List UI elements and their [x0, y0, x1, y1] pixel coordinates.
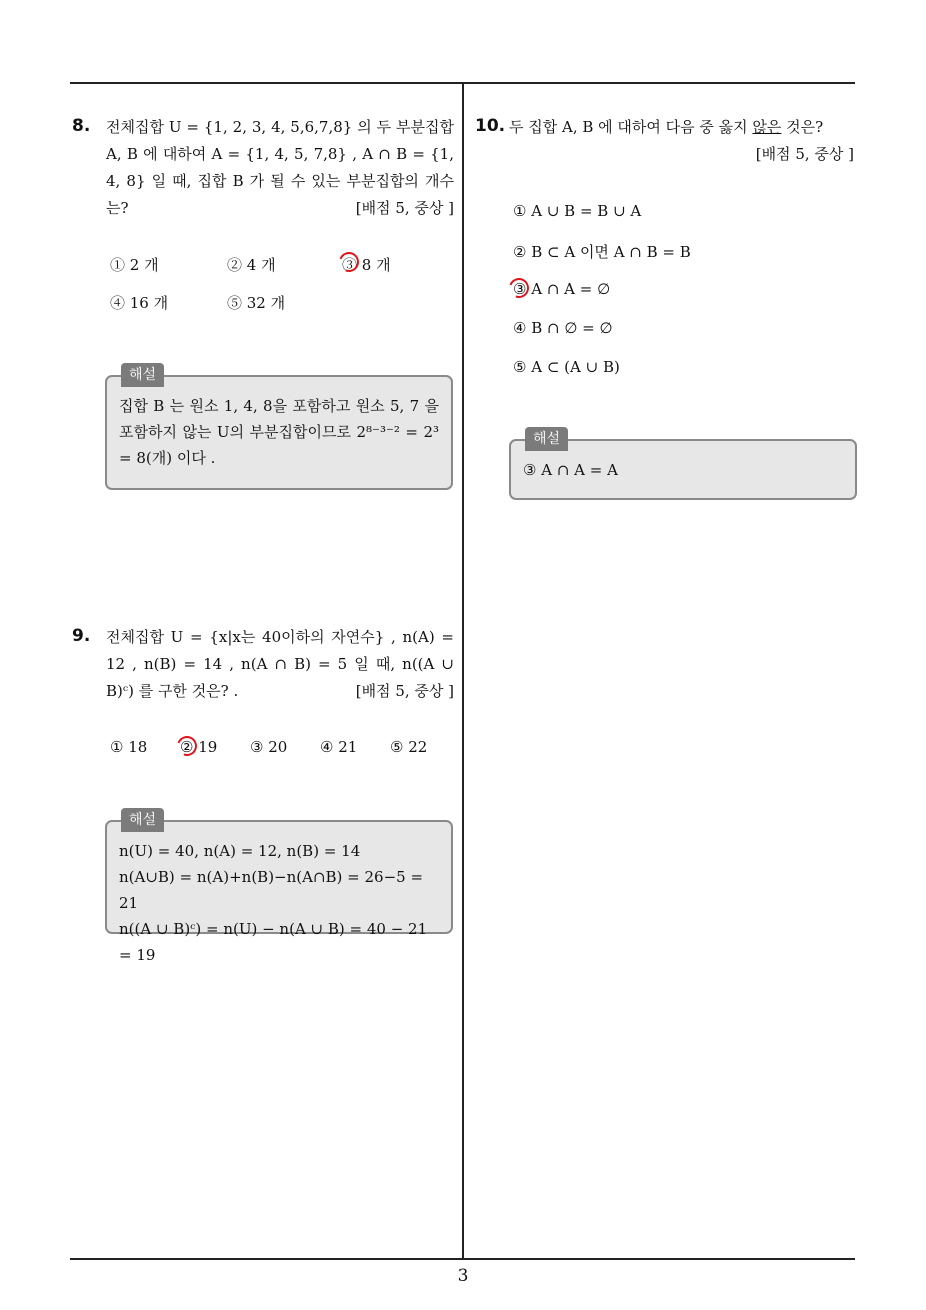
- question-8-text: 전체집합 U = {1, 2, 3, 4, 5,6,7,8} 의 두 부분집합 A, B 에 대하여 A = {1, 4, 5, 7,8} , A ∩ B = {1, 4, 8} 일 때, 집합 B 가 될 수 있는 부분집합의 개수는?: [106, 118, 454, 217]
- q10-text-after: 것은?: [781, 118, 824, 136]
- q8-choice-5[interactable]: ⑤ 32 개: [227, 294, 286, 312]
- question-8-explanation: 집합 B 는 원소 1, 4, 8을 포함하고 원소 5, 7 을 포함하지 않는 U의 부분집합이므로 2⁸⁻³⁻² = 2³ = 8(개) 이다 .: [119, 397, 439, 467]
- q10-text-underlined: 않은: [752, 118, 782, 136]
- q8-choice-3[interactable]: ③ 8 개: [342, 256, 391, 274]
- q9-explanation-line-2: n(A∪B) = n(A)+n(B)−n(A∩B) = 26−5 = 21: [119, 868, 424, 912]
- question-9-number: 9.: [72, 626, 91, 646]
- q8-choice-4[interactable]: ④ 16 개: [110, 294, 169, 312]
- question-10-points: [배점 5, 중상 ]: [755, 145, 854, 163]
- question-9: [106, 624, 454, 705]
- q10-choice-3[interactable]: ③ A ∩ A = ∅: [513, 280, 611, 298]
- page-number: 3: [457, 1266, 469, 1286]
- q10-choice-4[interactable]: ④ B ∩ ∅ = ∅: [513, 319, 613, 337]
- q8-choice-1[interactable]: ① 2 개: [110, 256, 159, 274]
- question-8: [106, 114, 454, 222]
- explanation-label: 해설: [121, 808, 164, 832]
- question-10-explanation: ③ A ∩ A = A: [523, 461, 618, 479]
- q9-choice-4[interactable]: ④ 21: [320, 738, 358, 756]
- question-10-text: [509, 114, 854, 141]
- explanation-label: 해설: [525, 427, 568, 451]
- q9-explanation-line-1: n(U) = 40, n(A) = 12, n(B) = 14: [119, 842, 361, 860]
- question-8-explanation-box: [105, 367, 453, 490]
- q8-choice-2[interactable]: ② 4 개: [227, 256, 276, 274]
- q9-choice-1[interactable]: ① 18: [110, 738, 148, 756]
- question-10: [509, 114, 854, 168]
- q10-text-before: 두 집합 A, B 에 대하여 다음 중 옳지: [509, 118, 753, 136]
- explanation-label: 해설: [121, 363, 164, 387]
- q10-choice-2[interactable]: ② B ⊂ A 이면 A ∩ B = B: [513, 243, 691, 261]
- q10-choice-5[interactable]: ⑤ A ⊂ (A ∪ B): [513, 358, 620, 376]
- q9-choice-5[interactable]: ⑤ 22: [390, 738, 428, 756]
- question-10-explanation-box: [509, 431, 857, 500]
- question-9-text: 전체집합 U = {x|x는 40이하의 자연수} , n(A) = 12 , n(B) = 14 , n(A ∩ B) = 5 일 때, n((A ∪ B)ᶜ) 를 구한 것은? .: [106, 628, 454, 700]
- question-8-points: [배점 5, 중상 ]: [355, 199, 454, 217]
- question-9-points: [배점 5, 중상 ]: [355, 682, 454, 700]
- q9-explanation-line-3: n((A ∪ B)ᶜ) = n(U) − n(A ∪ B) = 40 − 21 = 19: [119, 920, 428, 964]
- question-10-number: 10.: [475, 116, 506, 136]
- q10-choice-1[interactable]: ① A ∪ B = B ∪ A: [513, 202, 642, 220]
- column-divider: [462, 83, 464, 1259]
- question-8-number: 8.: [72, 116, 91, 136]
- q9-choice-3[interactable]: ③ 20: [250, 738, 288, 756]
- bottom-rule: [70, 1258, 855, 1260]
- q9-choice-2[interactable]: ② 19: [180, 738, 218, 756]
- question-9-explanation-box: [105, 812, 453, 964]
